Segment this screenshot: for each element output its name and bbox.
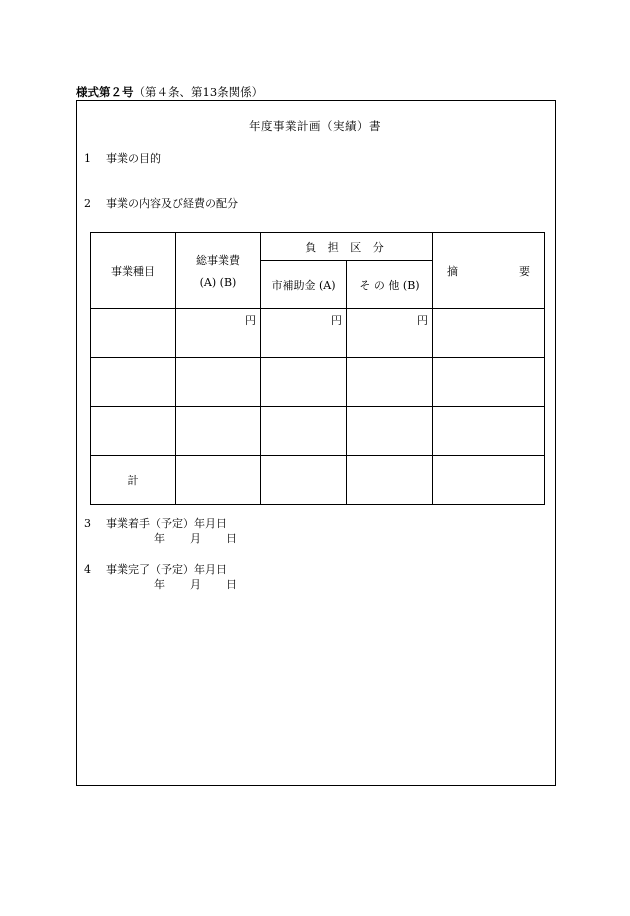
- header-remarks: 摘 要: [433, 233, 545, 309]
- form-number-label: [76, 84, 263, 100]
- form-number: 様式第２号: [76, 85, 134, 99]
- end-date-placeholder[interactable]: 年 月 日: [154, 578, 237, 591]
- header-other: そ の 他 (B): [347, 261, 433, 309]
- section-purpose: 1 事業の目的: [84, 152, 161, 165]
- table-row: 円 円 円: [91, 309, 545, 358]
- section-end-date: 4 事業完了（予定）年月日: [84, 563, 227, 576]
- document-title: 年度事業計画（実績）書: [249, 119, 381, 133]
- form-reference: （第４条、第13条関係）: [133, 85, 264, 99]
- table-row: [91, 358, 545, 407]
- header-burden: 負 担 区 分: [261, 233, 433, 261]
- start-date-placeholder[interactable]: 年 月 日: [154, 532, 237, 545]
- section-content: 2 事業の内容及び経費の配分: [84, 197, 238, 210]
- table-total-row: [91, 456, 545, 505]
- section-start-date: 3 事業着手（予定）年月日: [84, 517, 227, 530]
- header-city-subsidy: 市補助金 (A): [261, 261, 347, 309]
- total-label: 計: [91, 456, 176, 505]
- budget-table: [90, 232, 545, 505]
- table-row: [91, 407, 545, 456]
- header-total-cost: 総事業費 (A) (B): [176, 233, 261, 309]
- header-project-type: 事業種目: [91, 233, 176, 309]
